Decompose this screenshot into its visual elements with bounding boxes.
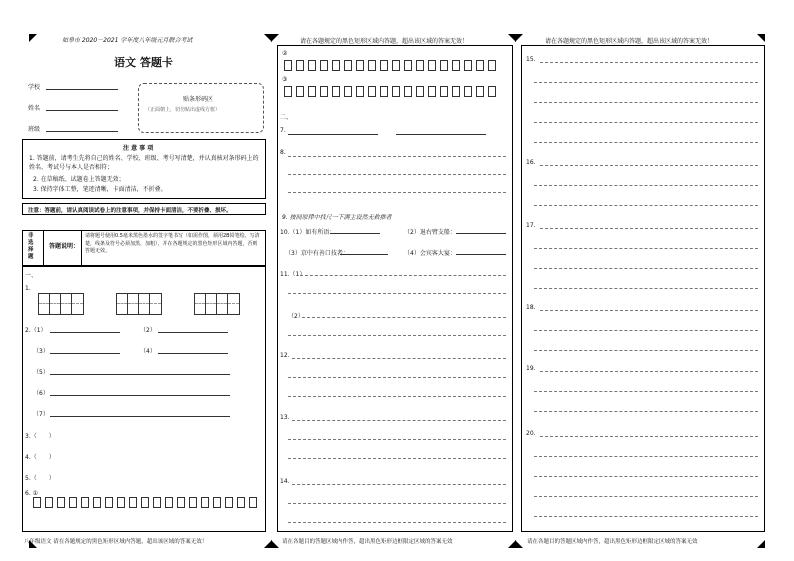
circ2-label: ② <box>282 50 288 57</box>
non-choice-label: 非选择题 <box>28 233 34 260</box>
answer-line[interactable] <box>540 165 758 166</box>
answer-line[interactable] <box>158 332 228 333</box>
name-field[interactable] <box>46 110 118 111</box>
answer-line[interactable] <box>292 484 506 485</box>
answer-line[interactable] <box>534 102 758 103</box>
answer-line[interactable] <box>288 293 506 294</box>
q9-label: 9. 按间原律中找尺一下满主设然无救推者 <box>282 214 392 221</box>
answer-line[interactable] <box>534 456 758 457</box>
sheet-title: 语文 答题卡 <box>114 56 173 69</box>
q3-label: 3.（ ） <box>25 433 55 440</box>
q4-label: 4.（ ） <box>25 454 55 461</box>
char-grid[interactable] <box>116 293 162 315</box>
answer-line[interactable] <box>534 248 758 249</box>
answer-line[interactable] <box>288 439 506 440</box>
answer-line[interactable] <box>534 268 758 269</box>
section-two: 二、 <box>280 114 293 121</box>
q11-label: 11.（1） <box>280 271 306 278</box>
answer-line[interactable] <box>534 476 758 477</box>
answer-line[interactable] <box>288 335 506 336</box>
answer-line[interactable] <box>340 254 388 255</box>
notes-title: 注 意 事 项 <box>123 145 154 152</box>
answer-line[interactable] <box>540 371 758 372</box>
answer-line[interactable] <box>50 416 230 417</box>
answer-line[interactable] <box>288 377 506 378</box>
school-field[interactable] <box>46 89 118 90</box>
q2-4-label: （4） <box>140 348 156 355</box>
q5-label: 5.（ ） <box>25 475 55 482</box>
notes-item: 3. 保持字体工整，笔迹清晰，卡面清洁，不折叠。 <box>33 186 167 193</box>
char-cells[interactable] <box>284 86 500 97</box>
top-notice: 请在各题规定的黑色矩形区域内答题，超出该区域的答案无效！ <box>300 38 469 45</box>
answer-line[interactable] <box>50 332 120 333</box>
answer-line[interactable] <box>534 411 758 412</box>
q12-label: 12. <box>280 352 290 359</box>
answer-line[interactable] <box>300 275 506 276</box>
answer-line[interactable] <box>288 156 506 157</box>
answer-line[interactable] <box>288 396 506 397</box>
answer-line[interactable] <box>534 391 758 392</box>
section-one: 一、 <box>25 272 38 279</box>
col1-footer: 八年级语文 请在各题规定的黑色矩形区域内答题，超出该区域的答案无效！ <box>24 539 208 545</box>
col3-footer: 请在各题目的答题区域内作答，超出黑色矩形边框限定区域的答案无效 <box>527 539 698 545</box>
q10-4-label: （4）会宾客大宴： <box>404 250 456 257</box>
class-label: 班级 <box>28 126 41 133</box>
answer-line[interactable] <box>288 192 506 193</box>
char-cells[interactable] <box>284 60 500 71</box>
answer-line[interactable] <box>158 353 228 354</box>
q13-label: 13. <box>280 414 290 421</box>
desc-label: 答题说明： <box>49 243 80 250</box>
answer-line[interactable] <box>288 174 506 175</box>
corner-mark <box>757 540 765 548</box>
answer-line[interactable] <box>534 516 758 517</box>
q17-label: 17. <box>526 222 536 229</box>
answer-line[interactable] <box>534 288 758 289</box>
answer-line[interactable] <box>540 436 758 437</box>
warning-text: 注意：答题前，请认真阅读试卷上的注意事项，并保持卡面清洁，不要折叠、损坏。 <box>28 208 232 214</box>
answer-line[interactable] <box>288 134 378 135</box>
circ3-label: ③ <box>282 76 288 83</box>
corner-mark <box>757 34 765 42</box>
notes-item: 1. 答题前，请考生先将自己的姓名、学校、班级、考号写清楚，并认真核对条形码上的姓名、考试号与本人是否相符； <box>29 155 259 171</box>
corner-mark <box>271 540 279 548</box>
q2-2-label: （2） <box>140 327 156 334</box>
answer-line[interactable] <box>288 522 506 523</box>
answer-line[interactable] <box>534 142 758 143</box>
answer-line[interactable] <box>50 395 230 396</box>
corner-mark <box>515 34 523 42</box>
exam-title: 如皋市 2020－2021 学年度八年级元月联合考试 <box>62 37 193 44</box>
corner-mark <box>271 34 279 42</box>
answer-line[interactable] <box>330 233 380 234</box>
answer-line[interactable] <box>302 317 506 318</box>
q10-2-label: （2）退右臂支船： <box>404 229 456 236</box>
answer-line[interactable] <box>540 62 758 63</box>
answer-line[interactable] <box>534 82 758 83</box>
barcode-note: （正面朝上，切勿贴出虚线方框） <box>145 107 221 113</box>
answer-line[interactable] <box>534 496 758 497</box>
q18-label: 18. <box>526 304 536 311</box>
char-grid[interactable] <box>194 293 240 315</box>
q16-label: 16. <box>526 159 536 166</box>
q15-label: 15. <box>526 56 536 63</box>
notes-box <box>22 139 266 199</box>
answer-line[interactable] <box>534 185 758 186</box>
q2-7-label: （7） <box>33 411 49 418</box>
answer-line[interactable] <box>292 420 506 421</box>
q20-label: 20. <box>526 430 536 437</box>
q8-label: 8. <box>280 149 286 156</box>
col2-footer: 请在各题目的答题区域内作答，超出黑色矩形边框限定区域的答案无效 <box>282 539 453 545</box>
notes-item: 2. 在草稿纸、试题卷上答题无效； <box>33 176 125 183</box>
corner-mark <box>29 34 37 42</box>
school-label: 学校 <box>28 84 41 91</box>
warning-box <box>22 203 266 215</box>
answer-line[interactable] <box>456 233 506 234</box>
q2-5-label: （5） <box>33 369 49 376</box>
answer-line[interactable] <box>534 122 758 123</box>
answer-line[interactable] <box>292 358 506 359</box>
answer-line[interactable] <box>534 350 758 351</box>
q2-6-label: （6） <box>33 390 49 397</box>
answer-line[interactable] <box>288 503 506 504</box>
answer-line[interactable] <box>540 228 758 229</box>
top-notice: 请在各题规定的黑色矩形区域内答题，超出该区域的答案无效！ <box>545 38 714 45</box>
answer-line[interactable] <box>396 134 486 135</box>
q10-1-label: 10.（1）如有所语： <box>280 229 336 236</box>
q14-label: 14. <box>280 478 290 485</box>
barcode-area <box>138 83 264 133</box>
answer-line[interactable] <box>50 353 120 354</box>
class-field[interactable] <box>46 131 118 132</box>
q2-3-label: （3） <box>33 348 49 355</box>
answer-line[interactable] <box>288 458 506 459</box>
non-choice-box <box>22 230 266 266</box>
desc-text: 请将题号使用0.5毫米黑色墨水的签字笔书写（如需作图，须用2B铅笔绘、写清楚，线条及符号必须加黑、加粗），并在各题规定的黑色矩形区域内答题，否则答题无效。 <box>85 233 260 254</box>
answer-line[interactable] <box>540 310 758 311</box>
q1-label: 1. <box>25 285 31 292</box>
q11-2-label: （2） <box>288 313 304 320</box>
answer-line[interactable] <box>534 205 758 206</box>
char-cells[interactable] <box>33 497 261 508</box>
q19-label: 19. <box>526 365 536 372</box>
char-grid[interactable] <box>38 293 84 315</box>
q10-3-label: （3）京中有善口技者： <box>285 250 349 257</box>
q2-1-label: 2.（1） <box>25 327 47 334</box>
barcode-title: 贴条形码区 <box>183 96 214 103</box>
name-label: 姓名 <box>28 105 41 112</box>
answer-line[interactable] <box>50 374 230 375</box>
corner-mark <box>515 540 523 548</box>
q7-label: 7. <box>280 127 286 134</box>
q6-label: 6. ① <box>25 490 39 497</box>
answer-line[interactable] <box>534 330 758 331</box>
answer-line[interactable] <box>456 254 506 255</box>
